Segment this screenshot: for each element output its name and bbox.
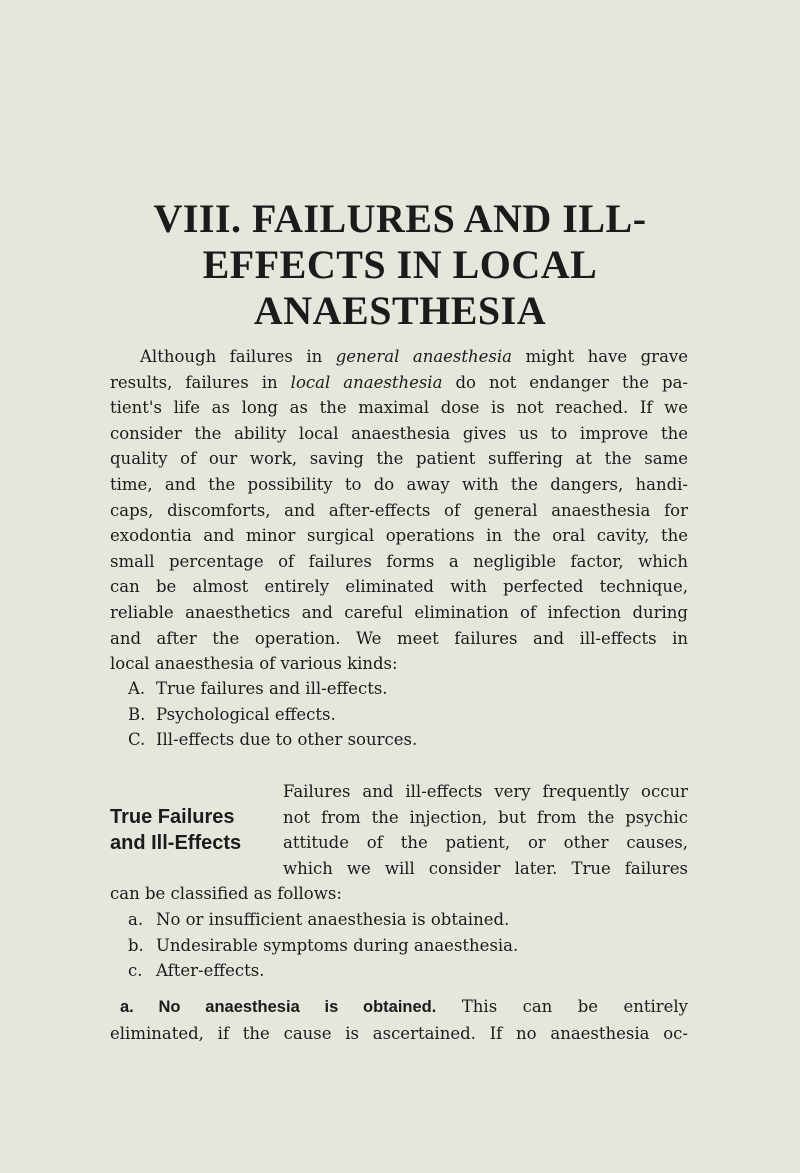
list-item: a. No or insufficient anaesthesia is obtained. [128, 910, 510, 929]
section-paragraph [283, 779, 688, 881]
text-line: can be classified as follows: [110, 884, 342, 903]
chapter-title-line: EFFECTS IN LOCAL [202, 242, 598, 287]
list-item: C. Ill-effects due to other sources. [128, 730, 418, 750]
text-line: quality of our work, saving the patient suffering at the same [110, 449, 688, 469]
subsection-heading: a. No anaesthesia is obtained. [120, 998, 437, 1016]
list-item: c. After-effects. [128, 961, 265, 981]
emphasis: local anaesthesia [290, 372, 443, 392]
text-line: a. No anaesthesia is obtained. This can be entirely [120, 997, 688, 1016]
chapter-title [100, 196, 700, 334]
section-sidehead: True Failures and Ill-Effects [110, 806, 242, 854]
text-line: Failures and ill-effects very frequently occur [283, 782, 688, 801]
text-line: caps, discomforts, and after-effects of general anaesthesia for [110, 500, 688, 520]
kinds-list [128, 676, 417, 753]
list-item: B. Psychological effects. [128, 704, 336, 724]
text-line: and after the operation. We meet failures and ill-effects in [110, 628, 688, 648]
text-line: reliable anaesthetics and careful elimination of infection during [110, 602, 688, 622]
text-line: consider the ability local anaesthesia gives us to improve the [110, 423, 688, 443]
text-line: not from the injection, but from the psychic [283, 807, 688, 827]
text-line: attitude of the patient, or other causes, [283, 833, 688, 853]
text-line: which we will consider later. True failures [283, 858, 688, 878]
text-line: exodontia and minor surgical operations in the oral cavity, the [110, 526, 688, 546]
text-line: tient's life as long as the maximal dose is not reached. If we [110, 398, 688, 418]
subsection-a-paragraph [110, 994, 688, 1046]
failures-list [128, 907, 518, 984]
list-item: A. True failures and ill-effects. [128, 679, 388, 698]
text-line: local anaesthesia of various kinds: [110, 654, 398, 674]
list-item: b. Undesirable symptoms during anaesthesia. [128, 935, 519, 955]
chapter-title-line: ANAESTHESIA [253, 288, 547, 333]
chapter-title-line: VIII. FAILURES AND ILL- [153, 196, 647, 241]
intro-paragraph [110, 344, 688, 677]
section-continuation [110, 881, 688, 907]
text-line: time, and the possibility to do away with the dangers, handi- [110, 474, 688, 494]
text-line: eliminated, if the cause is ascertained. If no anaesthesia oc- [110, 1023, 688, 1043]
text-line: Although failures in general anaesthesia might have grave [140, 347, 688, 366]
text-line: can be almost entirely eliminated with perfected technique, [110, 577, 688, 597]
text-line: results, failures in local anaesthesia do not endanger the pa- [110, 372, 689, 392]
text-line: small percentage of failures forms a negligible factor, which [110, 551, 688, 571]
emphasis: general anaesthesia [335, 347, 512, 366]
